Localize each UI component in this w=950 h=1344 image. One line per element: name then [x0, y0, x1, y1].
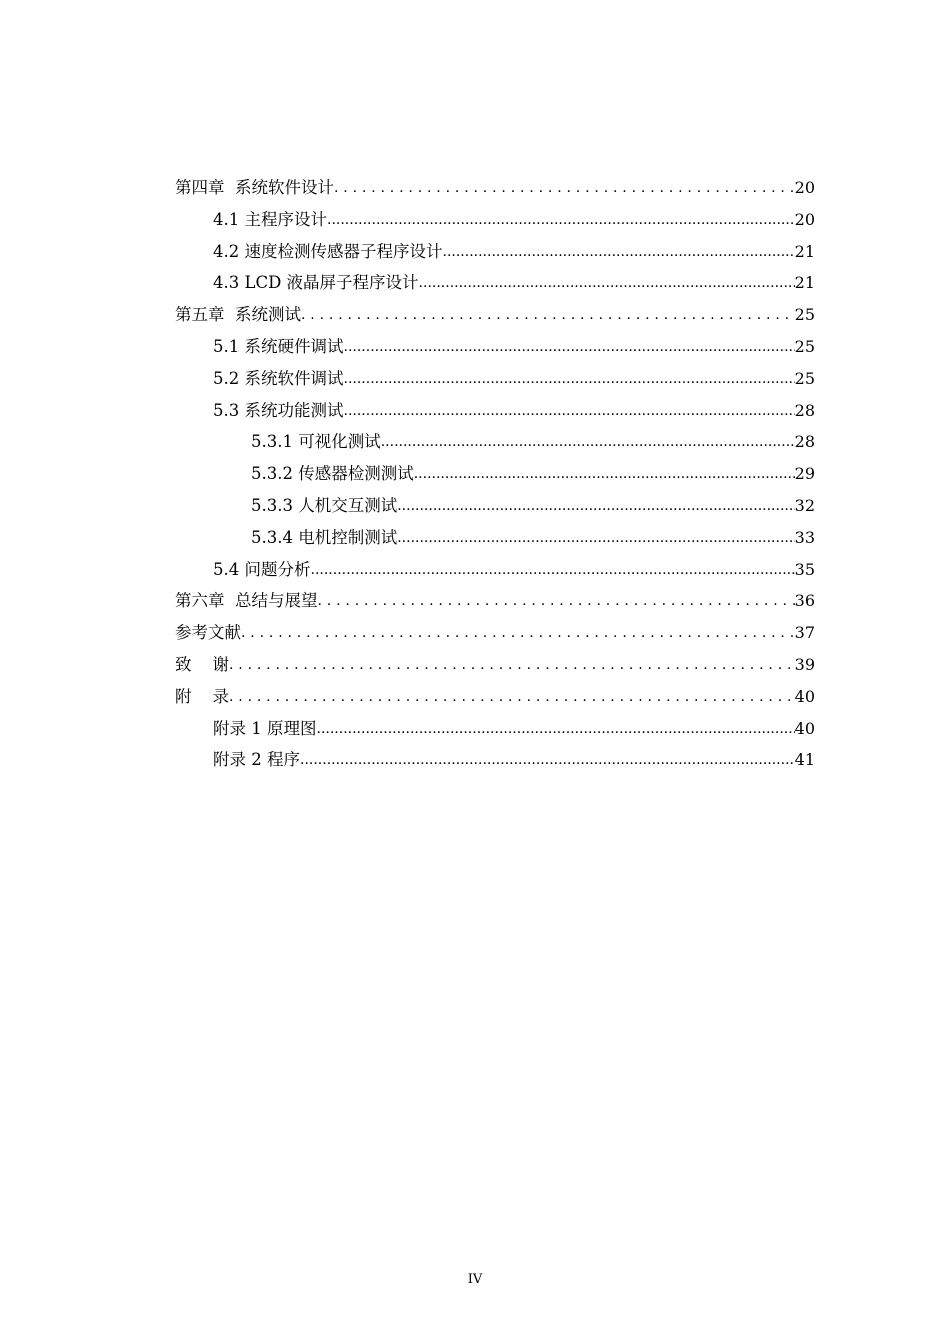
toc-dot-leader: [334, 171, 795, 205]
toc-entry-title: 第六章 总结与展望: [175, 591, 318, 611]
toc-entry[interactable]: [175, 744, 815, 776]
toc-entry-page: 29: [794, 464, 815, 484]
page-number: IV: [467, 1272, 483, 1287]
toc-entry-title: 附 录: [175, 686, 229, 706]
toc-dot-leader: [229, 680, 795, 714]
toc-entry[interactable]: [175, 458, 815, 490]
toc-entry-title: 4.3 LCD 液晶屏子程序设计: [213, 273, 419, 293]
toc-entry-page: 25: [794, 368, 815, 388]
toc-entry-page: 40: [794, 686, 815, 706]
toc-entry[interactable]: [175, 617, 815, 649]
toc-entry-page: 25: [794, 336, 815, 356]
toc-entry-page: 25: [794, 305, 815, 325]
table-of-contents: [175, 172, 815, 776]
toc-dot-leader: [397, 521, 794, 555]
toc-entry[interactable]: [175, 204, 815, 236]
toc-dot-leader: [381, 425, 795, 459]
toc-entry-page: 36: [794, 591, 815, 611]
toc-entry[interactable]: [175, 490, 815, 522]
toc-entry-title: 5.1 系统硬件调试: [213, 336, 344, 356]
toc-dot-leader: [318, 584, 795, 618]
toc-entry[interactable]: [175, 236, 815, 268]
toc-entry-title: 5.3.1 可视化测试: [251, 432, 381, 452]
toc-entry-title: 5.4 问题分析: [213, 559, 311, 579]
toc-entry-page: 21: [794, 273, 815, 293]
toc-entry-title: 附录 2 程序: [213, 750, 300, 770]
toc-entry[interactable]: [175, 681, 815, 713]
toc-entry-page: 33: [794, 527, 815, 547]
toc-entry-title: 5.3.4 电机控制测试: [251, 527, 398, 547]
toc-entry-title: 5.2 系统软件调试: [213, 368, 344, 388]
toc-entry-page: 28: [794, 432, 815, 452]
toc-dot-leader: [344, 362, 795, 396]
toc-entry[interactable]: [175, 649, 815, 681]
toc-entry[interactable]: [175, 522, 815, 554]
toc-entry-page: 35: [794, 559, 815, 579]
toc-entry-page: 32: [794, 495, 815, 515]
toc-entry-page: 28: [794, 400, 815, 420]
toc-dot-leader: [443, 235, 795, 269]
toc-dot-leader: [300, 743, 795, 777]
toc-entry[interactable]: [175, 395, 815, 427]
toc-dot-leader: [229, 648, 795, 682]
toc-entry[interactable]: [175, 363, 815, 395]
toc-entry-page: 20: [794, 178, 815, 197]
toc-entry-title: 参考文献: [175, 623, 241, 643]
toc-entry[interactable]: [175, 299, 815, 331]
toc-entry[interactable]: [175, 554, 815, 586]
toc-entry-title: 4.2 速度检测传感器子程序设计: [213, 241, 443, 261]
toc-entry-title: 第四章 系统软件设计: [175, 178, 334, 197]
toc-dot-leader: [241, 616, 795, 650]
toc-entry-title: 5.3.2 传感器检测测试: [251, 464, 414, 484]
toc-dot-leader: [414, 457, 795, 491]
toc-entry-page: 40: [794, 718, 815, 738]
toc-entry[interactable]: [175, 585, 815, 617]
toc-entry-page: 20: [794, 209, 815, 229]
toc-entry-page: 41: [794, 750, 815, 770]
toc-entry-title: 附录 1 原理图: [213, 718, 317, 738]
toc-entry[interactable]: [175, 172, 815, 204]
toc-entry-page: 37: [794, 623, 815, 643]
toc-dot-leader: [397, 489, 794, 523]
toc-entry-title: 5.3 系统功能测试: [213, 400, 344, 420]
toc-dot-leader: [317, 712, 795, 746]
toc-dot-leader: [327, 203, 795, 237]
toc-entry-page: 21: [794, 241, 815, 261]
toc-dot-leader: [344, 394, 795, 428]
toc-entry[interactable]: [175, 331, 815, 363]
toc-dot-leader: [344, 330, 795, 364]
toc-entry-title: 5.3.3 人机交互测试: [251, 495, 398, 515]
toc-entry-title: 第五章 系统测试: [175, 305, 301, 325]
toc-entry-title: 4.1 主程序设计: [213, 209, 327, 229]
toc-dot-leader: [301, 298, 795, 332]
toc-entry-title: 致 谢: [175, 654, 229, 674]
toc-dot-leader: [311, 553, 795, 587]
toc-entry[interactable]: [175, 267, 815, 299]
toc-entry[interactable]: [175, 426, 815, 458]
toc-dot-leader: [419, 266, 795, 300]
toc-entry[interactable]: [175, 713, 815, 745]
toc-entry-page: 39: [794, 654, 815, 674]
